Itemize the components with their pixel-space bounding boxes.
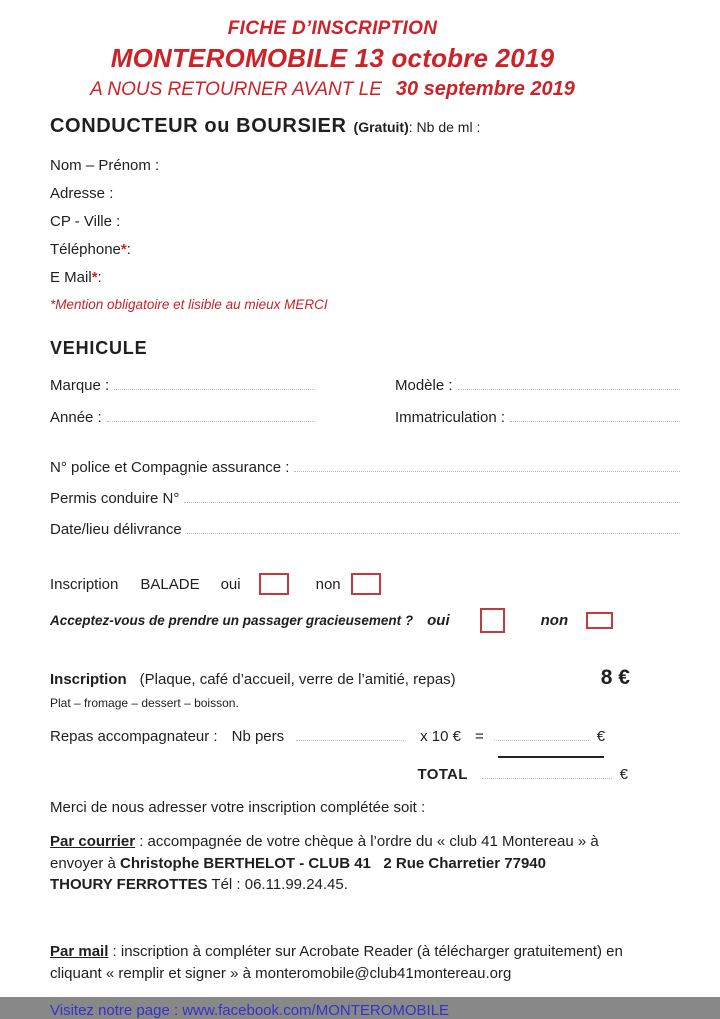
vehicle-section-heading: VEHICULE: [50, 338, 148, 358]
insurance-rows: [50, 458, 680, 538]
total-input-line[interactable]: [482, 765, 612, 779]
mandatory-note: *Mention obligatoire et lisible au mieux MERCI: [50, 297, 328, 312]
total-label: TOTAL: [417, 766, 468, 783]
delivrance-label: Date/lieu délivrance: [50, 521, 182, 538]
email-colon: :: [97, 269, 102, 286]
form-subtitle: FICHE D’INSCRIPTION: [227, 18, 438, 39]
repas-total-input-line[interactable]: [494, 727, 589, 741]
passenger-non-label: non: [540, 612, 569, 629]
repas-label: Repas accompagnateur :: [50, 728, 218, 745]
mail-text: : inscription à compléter sur Acrobate Reader (à télécharger gratuitement) en cliquant « remplir et signer » à monteromobile@club41montereau.org: [50, 943, 623, 982]
delivrance-input-line[interactable]: [187, 520, 680, 534]
courrier-address-bold: Christophe BERTHELOT - CLUB 41 2 Rue Charretier 77940 THOURY FERROTTES: [50, 854, 546, 894]
inscription-price-row: [50, 666, 680, 690]
repas-row: [50, 727, 680, 745]
passenger-question-row: [50, 608, 680, 633]
field-marque: [50, 376, 315, 394]
repas-nb-label: Nb pers: [231, 728, 285, 745]
inscription-label: Inscription: [50, 671, 127, 688]
sum-divider-line: [498, 756, 604, 758]
immatriculation-label: Immatriculation :: [395, 409, 506, 426]
field-annee: [50, 408, 315, 426]
driver-heading-gratuit: (Gratuit): [353, 119, 409, 135]
courrier-text-2: Tél : 06.11.99.24.45.: [207, 876, 348, 894]
permis-label: Permis conduire N°: [50, 490, 180, 507]
equals-sign: =: [475, 728, 484, 745]
balade-oui-label: oui: [220, 575, 241, 593]
driver-section-heading: [50, 115, 680, 138]
courrier-label: Par courrier: [50, 832, 136, 850]
email-label: E Mail: [50, 269, 92, 286]
send-instructions-intro: Merci de nous adresser votre inscription complétée soit :: [50, 799, 426, 816]
driver-heading-nbml: : Nb de ml :: [408, 119, 481, 135]
immatriculation-input-line[interactable]: [510, 408, 680, 422]
field-telephone: [50, 241, 680, 257]
marque-label: Marque :: [50, 377, 110, 394]
courrier-text-1: : accompagnée de votre chèque à l’ordre du « club 41 Montereau » à envoyer à: [50, 832, 599, 872]
field-modele: [395, 376, 680, 394]
passenger-oui-label: oui: [427, 612, 450, 629]
nom-prenom-label: Nom – Prénom :: [50, 157, 160, 174]
telephone-colon: :: [126, 241, 131, 258]
modele-label: Modèle :: [395, 377, 453, 394]
menu-note: Plat – fromage – dessert – boisson.: [50, 696, 239, 710]
telephone-required-star: *: [120, 241, 127, 258]
marque-input-line[interactable]: [114, 376, 315, 390]
passenger-non-checkbox[interactable]: [586, 612, 613, 629]
field-cp-ville: [50, 213, 680, 229]
balade-registration-row: [50, 573, 680, 595]
inscription-detail: (Plaque, café d’accueil, verre de l’amitié, repas): [139, 671, 456, 688]
passenger-question-label: Acceptez-vous de prendre un passager gracieusement ?: [50, 613, 414, 628]
balade-oui-checkbox[interactable]: [259, 573, 289, 595]
facebook-link[interactable]: Visitez notre page : www.facebook.com/MONTEROMOBILE: [50, 1001, 450, 1019]
cp-ville-label: CP - Ville :: [50, 213, 121, 230]
courrier-paragraph: [50, 831, 610, 896]
driver-fields: [50, 157, 680, 285]
driver-heading-main: CONDUCTEUR ou BOURSIER: [50, 115, 347, 137]
telephone-label: Téléphone: [50, 241, 121, 258]
field-police-assurance: [50, 458, 680, 476]
vehicle-grid: [50, 376, 680, 426]
annee-label: Année :: [50, 409, 102, 426]
return-deadline-date: 30 septembre 2019: [395, 78, 575, 100]
inscription-price: 8 €: [600, 666, 630, 689]
passenger-oui-checkbox[interactable]: [480, 608, 505, 633]
field-immatriculation: [395, 408, 680, 426]
police-assurance-input-line[interactable]: [294, 458, 680, 472]
balade-non-label: non: [315, 575, 341, 593]
mail-label: Par mail: [50, 943, 109, 960]
balade-label: BALADE: [140, 575, 200, 593]
modele-input-line[interactable]: [458, 376, 680, 390]
repas-multiplier: x 10 €: [420, 728, 462, 745]
repas-euro-sign: €: [596, 728, 606, 745]
total-euro-sign: €: [619, 766, 628, 783]
field-delivrance: [50, 520, 680, 538]
return-deadline: [50, 78, 615, 101]
return-deadline-prefix: A NOUS RETOURNER AVANT LE: [90, 79, 382, 100]
form-header: [50, 18, 615, 101]
form-title: MONTEROMOBILE 13 octobre 2019: [110, 43, 555, 73]
adresse-label: Adresse :: [50, 185, 114, 202]
permis-input-line[interactable]: [184, 489, 680, 503]
field-email: [50, 269, 680, 285]
total-row: [50, 765, 628, 783]
balade-inscription-label: Inscription: [50, 575, 119, 593]
field-nom-prenom: [50, 157, 680, 173]
email-required-star: *: [91, 269, 98, 286]
repas-nb-input-line[interactable]: [296, 727, 404, 741]
balade-non-checkbox[interactable]: [351, 573, 381, 595]
field-permis: [50, 489, 680, 507]
annee-input-line[interactable]: [107, 408, 315, 422]
field-adresse: [50, 185, 680, 201]
police-assurance-label: N° police et Compagnie assurance :: [50, 459, 290, 476]
mail-paragraph: [50, 941, 650, 985]
